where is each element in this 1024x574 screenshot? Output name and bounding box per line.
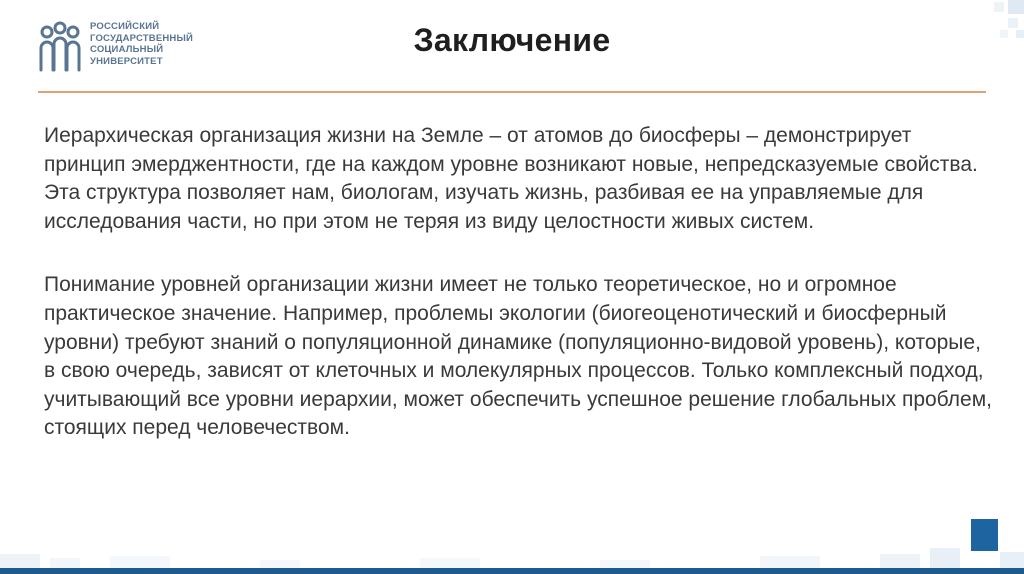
bottom-pixel-pattern bbox=[0, 528, 1024, 568]
slide-content bbox=[44, 122, 994, 443]
corner-square bbox=[971, 519, 998, 551]
logo-line: ГОСУДАРСТВЕННЫЙ bbox=[90, 32, 194, 44]
logo-line: СОЦИАЛЬНЫЙ bbox=[90, 44, 164, 55]
bottom-bar bbox=[0, 568, 1024, 574]
slide-title: Заключение bbox=[413, 22, 611, 58]
title-divider bbox=[38, 91, 986, 93]
paragraph: Иерархическая организация жизни на Земле – от атомов до биосферы – демонстрирует принцип эмерджентности, где на каждом уровне возникают новые, непредсказуемые свойства. Эта структура позволяет нам, биологам, изучать жизнь, разбивая ее на управляемые для исследования части, но при этом не теряя из виду целостности живых систем. bbox=[44, 124, 978, 233]
logo-line: РОССИЙСКИЙ bbox=[90, 21, 160, 32]
logo-line: УНИВЕРСИТЕТ bbox=[90, 55, 163, 67]
paragraph: Понимание уровней организации жизни имеет не только теоретическое, но и огромное практическое значение. Например, проблемы экологии (биогеоценотический и биосферный уровни) требуют знаний о популяционной динамике (популяционно-видовой уровень), которые, в свою очередь, зависят от клеточных и молекулярных процессов. Только комплексный подход, учитывающий все уровни иерархии, может обеспечить успешное решение глобальных проблем, стоящих перед человечеством. bbox=[44, 273, 992, 440]
